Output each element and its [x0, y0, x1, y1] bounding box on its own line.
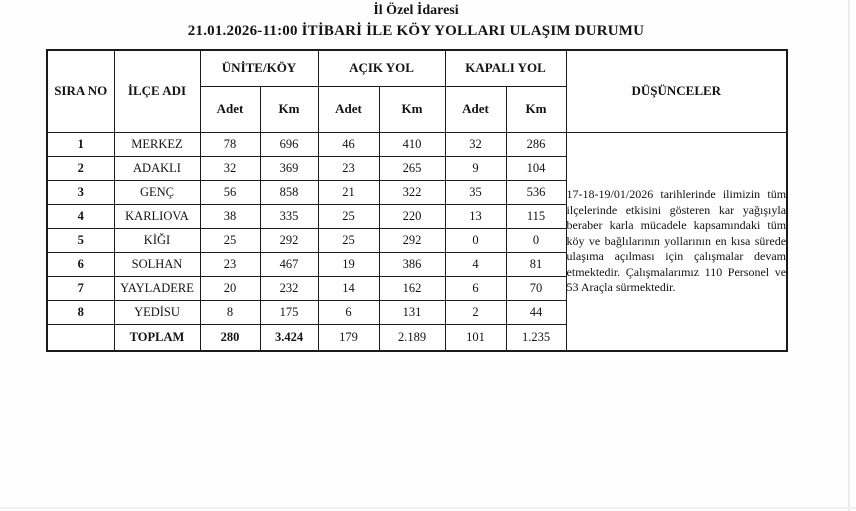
cell-acik-km: 162 — [379, 276, 445, 300]
cell-unite-km: 232 — [260, 276, 318, 300]
cell-unite-adet: 20 — [200, 276, 260, 300]
table-row — [47, 132, 787, 156]
cell-unite-adet: 25 — [200, 228, 260, 252]
cell-unite-km: 292 — [260, 228, 318, 252]
cell-acik-adet: 6 — [318, 300, 379, 324]
page-subtitle: 21.01.2026-11:00 İTİBARİ İLE KÖY YOLLARI ULAŞIM DURUMU — [187, 23, 645, 39]
col-header-ilce-adi: İLÇE ADI — [114, 50, 200, 132]
col-header-acik-yol: AÇIK YOL — [318, 50, 445, 86]
cell-ilce: ADAKLI — [114, 156, 200, 180]
cell-kapali-km: 70 — [506, 276, 566, 300]
cell-kapali-adet: 9 — [445, 156, 506, 180]
subheader-kapali-km: Km — [506, 86, 566, 132]
road-status-table — [46, 49, 788, 352]
cell-sira: 7 — [47, 276, 114, 300]
cell-unite-km: 335 — [260, 204, 318, 228]
cell-kapali-adet: 2 — [445, 300, 506, 324]
col-header-dusunceler: DÜŞÜNCELER — [566, 50, 787, 132]
cell-ilce: SOLHAN — [114, 252, 200, 276]
cell-ilce: KİĞI — [114, 228, 200, 252]
cell-sira: 1 — [47, 132, 114, 156]
cell-acik-km: 265 — [379, 156, 445, 180]
subheader-acik-km: Km — [379, 86, 445, 132]
total-kapali-km: 1.235 — [506, 324, 566, 351]
cell-acik-adet: 19 — [318, 252, 379, 276]
cell-kapali-km: 81 — [506, 252, 566, 276]
total-unite-km: 3.424 — [260, 324, 318, 351]
cell-acik-adet: 25 — [318, 228, 379, 252]
frame-edge-right — [848, 0, 850, 511]
cell-acik-adet: 14 — [318, 276, 379, 300]
cell-unite-adet: 32 — [200, 156, 260, 180]
cell-unite-km: 696 — [260, 132, 318, 156]
cell-unite-adet: 23 — [200, 252, 260, 276]
subheader-kapali-adet: Adet — [445, 86, 506, 132]
cell-kapali-km: 536 — [506, 180, 566, 204]
cell-acik-km: 386 — [379, 252, 445, 276]
subheader-unite-km: Km — [260, 86, 318, 132]
cell-kapali-adet: 32 — [445, 132, 506, 156]
cell-unite-km: 858 — [260, 180, 318, 204]
cell-sira: 6 — [47, 252, 114, 276]
cell-unite-adet: 78 — [200, 132, 260, 156]
cell-unite-adet: 8 — [200, 300, 260, 324]
cell-acik-adet: 21 — [318, 180, 379, 204]
cell-acik-km: 410 — [379, 132, 445, 156]
total-unite-adet: 280 — [200, 324, 260, 351]
total-acik-km: 2.189 — [379, 324, 445, 351]
cell-unite-km: 467 — [260, 252, 318, 276]
cell-sira: 4 — [47, 204, 114, 228]
cell-sira: 5 — [47, 228, 114, 252]
page-title: İl Özel İdaresi — [373, 3, 459, 18]
cell-acik-km: 131 — [379, 300, 445, 324]
cell-unite-km: 175 — [260, 300, 318, 324]
cell-ilce: MERKEZ — [114, 132, 200, 156]
cell-acik-km: 292 — [379, 228, 445, 252]
cell-kapali-km: 286 — [506, 132, 566, 156]
cell-kapali-adet: 6 — [445, 276, 506, 300]
cell-kapali-adet: 0 — [445, 228, 506, 252]
cell-sira: 3 — [47, 180, 114, 204]
cell-acik-adet: 25 — [318, 204, 379, 228]
cell-acik-adet: 46 — [318, 132, 379, 156]
total-acik-adet: 179 — [318, 324, 379, 351]
cell-acik-adet: 23 — [318, 156, 379, 180]
col-header-sira-no: SIRA NO — [47, 50, 114, 132]
cell-ilce: YAYLADERE — [114, 276, 200, 300]
subheader-unite-adet: Adet — [200, 86, 260, 132]
cell-unite-adet: 38 — [200, 204, 260, 228]
total-kapali-adet: 101 — [445, 324, 506, 351]
cell-ilce: KARLIOVA — [114, 204, 200, 228]
remarks-text: 17-18-19/01/2026 tarihlerinde ilimizin tüm ilçelerinde etkisini gösteren kar yağışıyla beraber karla mücadele kapsamındaki tüm köy ve bağlılarının yollarının en kısa sürede ulaşıma açılması için çalışmalar devam etmektedir. Çalışmalarımız 110 Personel ve 53 Araçla sürmektedir. — [566, 187, 787, 294]
subheader-acik-adet: Adet — [318, 86, 379, 132]
cell-kapali-adet: 4 — [445, 252, 506, 276]
cell-acik-km: 322 — [379, 180, 445, 204]
cell-unite-km: 369 — [260, 156, 318, 180]
cell-kapali-adet: 13 — [445, 204, 506, 228]
cell-kapali-km: 0 — [506, 228, 566, 252]
cell-ilce: YEDİSU — [114, 300, 200, 324]
cell-kapali-km: 115 — [506, 204, 566, 228]
document-header — [46, 0, 786, 40]
cell-ilce: GENÇ — [114, 180, 200, 204]
cell-sira: 2 — [47, 156, 114, 180]
frame-edge-bottom — [0, 507, 856, 509]
col-header-unite-koy: ÜNİTE/KÖY — [200, 50, 318, 86]
remarks-cell — [566, 132, 787, 351]
col-header-kapali-yol: KAPALI YOL — [445, 50, 566, 86]
cell-kapali-km: 104 — [506, 156, 566, 180]
cell-kapali-km: 44 — [506, 300, 566, 324]
cell-unite-adet: 56 — [200, 180, 260, 204]
cell-acik-km: 220 — [379, 204, 445, 228]
cell-sira-empty — [47, 324, 114, 351]
cell-sira: 8 — [47, 300, 114, 324]
total-label: TOPLAM — [114, 324, 200, 351]
cell-kapali-adet: 35 — [445, 180, 506, 204]
